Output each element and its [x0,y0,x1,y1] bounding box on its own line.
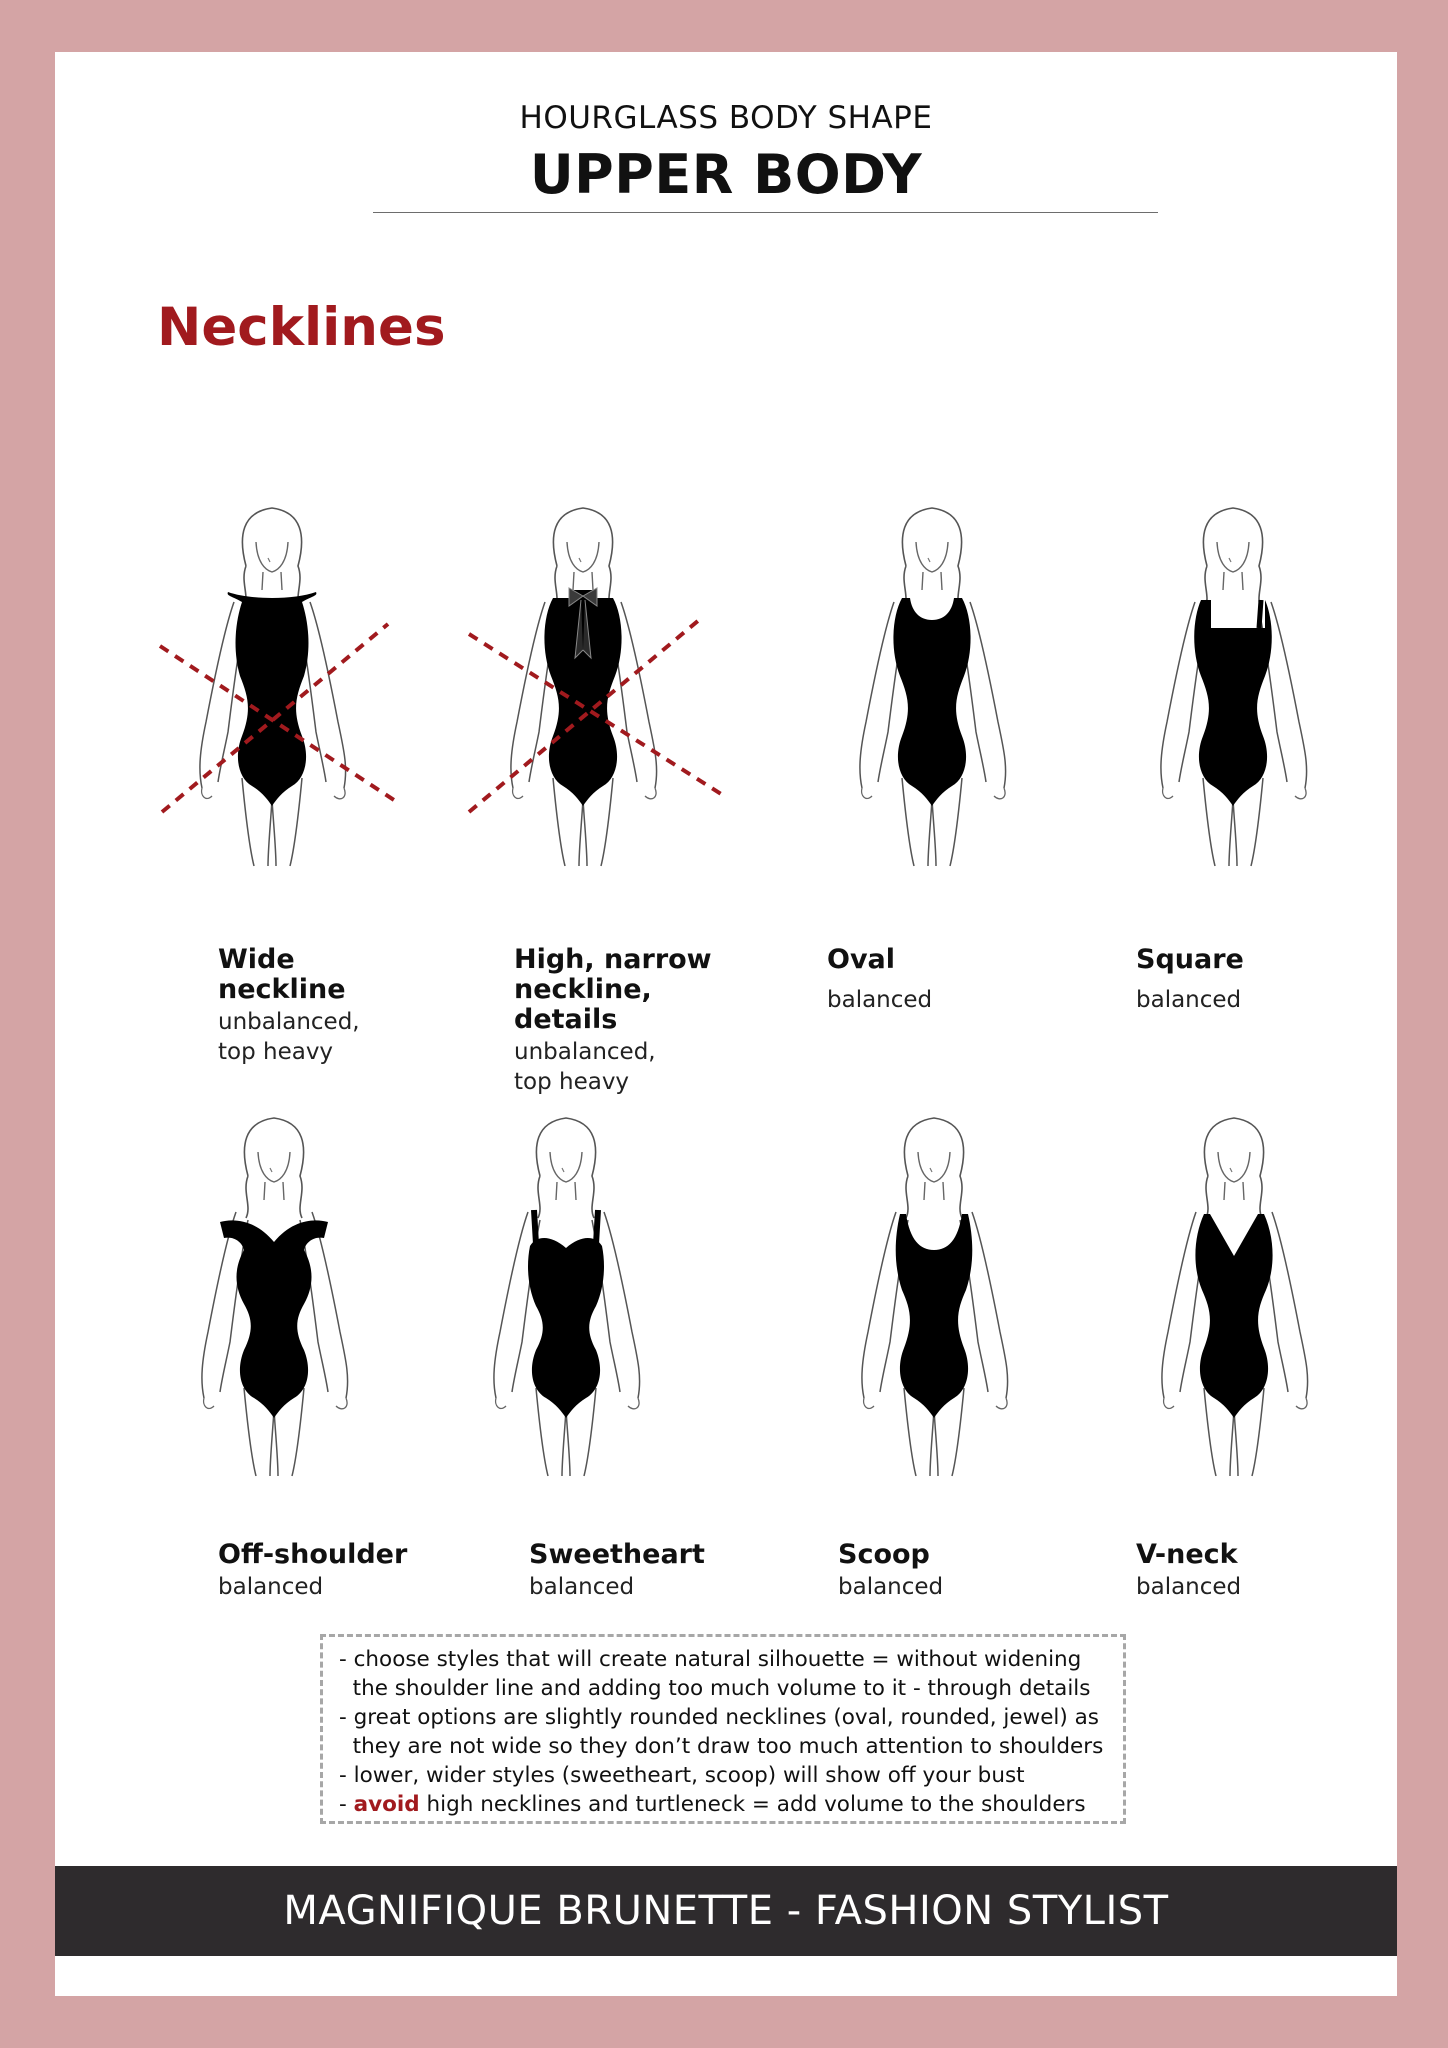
page-title: UPPER BODY [529,143,923,206]
neckline-card [1136,945,1396,1015]
figure-high-narrow-neckline [473,500,693,868]
figure-v-neckline [1124,1110,1344,1478]
tip-line: the shoulder line and adding too much volume to it - through details [339,1676,1091,1701]
page-subtitle: HOURGLASS BODY SHAPE [519,100,933,136]
page [55,52,1397,1996]
footer-banner: MAGNIFIQUE BRUNETTE - FASHION STYLIST [55,1866,1397,1956]
neckline-name: Square [1136,944,1244,975]
figure-square-neckline [1123,500,1343,868]
tip-line: - great options are slightly rounded necklines (oval, rounded, jewel) as [339,1705,1100,1730]
neckline-verdict: balanced [827,987,933,1013]
neckline-name: Off-shoulder [218,1539,408,1570]
neckline-name: V-neck [1136,1539,1238,1570]
avoid-highlight: avoid [353,1792,420,1817]
neckline-verdict: unbalanced, top heavy [514,1039,656,1095]
neckline-card [514,945,774,1097]
neckline-verdict: balanced [1136,1574,1242,1600]
neckline-card [529,1540,789,1602]
neckline-card [827,945,1087,1015]
figure-wide-neckline [162,500,382,868]
neckline-verdict: balanced [1136,987,1242,1013]
neckline-card [838,1540,1098,1602]
tip-rest: high necklines and turtleneck = add volume to the shoulders [419,1792,1086,1817]
figure-off-shoulder-neckline [164,1110,384,1478]
neckline-card [218,1540,478,1602]
neckline-name: Oval [827,944,896,975]
neckline-name: Wide neckline [218,944,346,1005]
figure-sweetheart-neckline [456,1110,676,1478]
neckline-name: Sweetheart [529,1539,705,1570]
tip-line [339,1790,1111,1819]
tips-box [320,1634,1126,1824]
tip-prefix: - [339,1792,354,1817]
neckline-name: Scoop [838,1539,930,1570]
neckline-verdict: balanced [529,1574,635,1600]
neckline-verdict: balanced [218,1574,324,1600]
figure-scoop-neckline [824,1110,1044,1478]
neckline-name: High, narrow neckline, details [514,944,712,1035]
figure-oval-neckline [822,500,1042,868]
section-title: Necklines [157,297,446,358]
title-divider [373,212,1158,213]
tip-line: - choose styles that will create natural silhouette = without widening [339,1647,1082,1672]
neckline-verdict: balanced [838,1574,944,1600]
neckline-verdict: unbalanced, top heavy [218,1009,360,1065]
tip-line: they are not wide so they don’t draw too much attention to shoulders [339,1734,1104,1759]
tip-line: - lower, wider styles (sweetheart, scoop) will show off your bust [339,1763,1025,1788]
neckline-card [1136,1540,1396,1602]
neckline-card [218,945,478,1067]
